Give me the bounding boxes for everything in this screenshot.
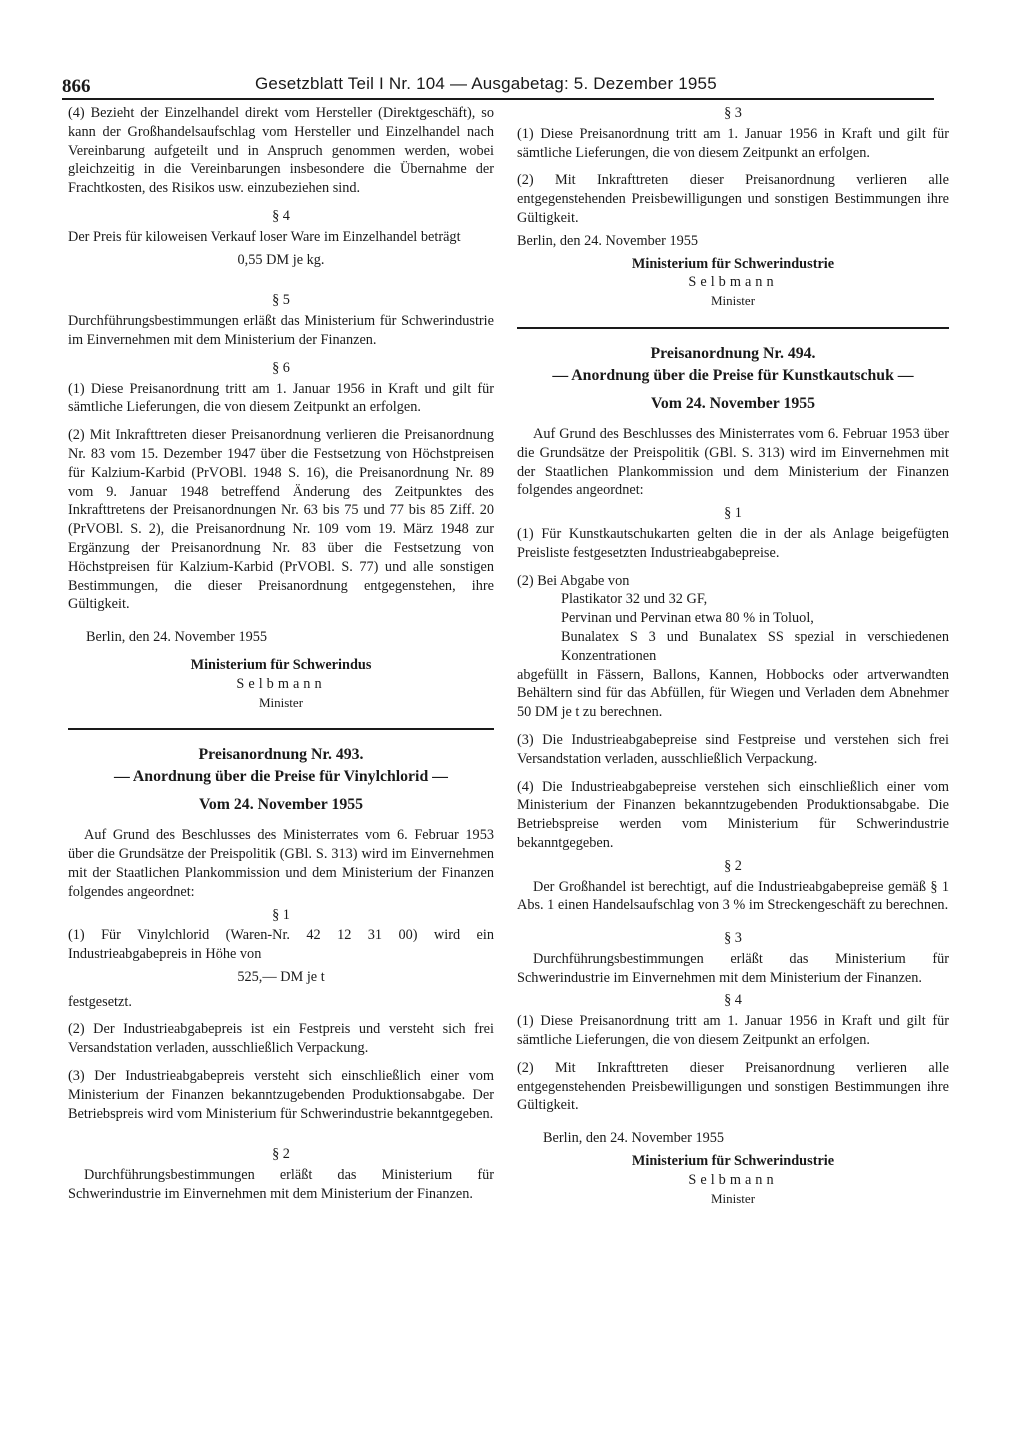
paragraph-4: (4) Bezieht der Einzelhandel direkt vom Hersteller (Direktgeschäft), so kann der Großhandelsaufschlag vom Hersteller und Einzelhandel nach Vereinbarung aufgeteilt und in Anspruch genommen werden, wobei gleichzeitig in die Vereinbarungen insbesondere die Übernahme der Frachtkosten, des Risikos usw. einzubeziehen sind.	[68, 105, 494, 197]
order-493-section-2-text: Durchführungsbestimmungen erläßt das Ministerium für Schwerindustrie im Einvernehmen mit dem Ministerium der Finanzen.	[68, 1167, 494, 1203]
order-493-section-1-paragraph-1: (1) Für Vinylchlorid (Waren-Nr. 42 12 31 00) wird ein Industrieabgabepreis in Höhe von	[68, 927, 494, 963]
section-6-paragraph-1: (1) Diese Preisanordnung tritt am 1. Januar 1956 in Kraft und gilt für sämtliche Lieferungen, die von diesem Zeitpunkt an erfolgen.	[68, 380, 494, 416]
order-494-section-heading-3: § 3	[724, 930, 742, 947]
order-493-section-1-paragraph-3: (3) Der Industrieabgabepreis versteht sich einschließlich einer vom Ministerium der Finanzen bekanntzugebenden Produktionsabgabe. Der Betriebspreis wird vom Ministerium für Schwerindustrie bekanntgegeben.	[68, 1068, 494, 1122]
section-4-text: Der Preis für kiloweisen Verkauf loser Ware im Einzelhandel beträgt	[68, 228, 461, 245]
place-date: Berlin, den 24. November 1955	[86, 629, 268, 646]
section-heading-4: § 4	[272, 207, 290, 224]
signer-name: Selbmann	[236, 675, 326, 692]
order-494-section-2-text: Der Großhandel ist berechtigt, auf die Industrieabgabepreise gemäß § 1 Abs. 1 einen Handelsaufschlag von 3 % im Streckengeschäft zu berechnen.	[517, 878, 949, 914]
order-494-section-heading-4: § 4	[724, 992, 742, 1009]
divider-rule-right	[517, 327, 949, 329]
section-heading-3: § 3	[724, 105, 742, 121]
signer-role-right: Minister	[710, 293, 756, 309]
order-494-intro: Auf Grund des Beschlusses des Ministerrates vom 6. Februar 1953 über die Grundsätze der Preispolitik (GBl. S. 313) wird im Einvernehmen mit der Staatlichen Plankommission und dem Ministerium der Finanzen folgendes angeordnet:	[517, 425, 949, 499]
header-title: Gesetzblatt Teil I Nr. 104 — Ausgabetag: 5. Dezember 1955	[255, 74, 717, 93]
ministry-name: Ministerium für Schwerindus	[190, 656, 372, 673]
order-494-delivery-lead: (2) Bei Abgabe von	[517, 572, 630, 589]
order-494-section-1-paragraph-3: (3) Die Industrieabgabepreise sind Festpreise und verstehen sich frei Versandstation verladen, ausschließlich Verpackung.	[517, 731, 949, 767]
product-list-item: Bunalatex S 3 und Bunalatex SS spezial in verschiedenen Konzentrationen	[561, 628, 949, 664]
signer-name-right-2: Selbmann	[688, 1171, 778, 1188]
page-number: 866	[62, 76, 91, 97]
divider-rule	[68, 728, 494, 730]
order-493-title: Preisanordnung Nr. 493.	[198, 746, 364, 764]
order-494-title: Preisanordnung Nr. 494.	[650, 344, 816, 362]
order-494-section-3-text: Durchführungsbestimmungen erläßt das Ministerium für Schwerindustrie im Einvernehmen mit dem Ministerium der Finanzen.	[517, 950, 949, 986]
order-493-section-1-paragraph-2: (2) Der Industrieabgabepreis ist ein Festpreis und versteht sich frei Versandstation verladen, ausschließlich Verpackung.	[68, 1021, 494, 1057]
section-3-paragraph-1: (1) Diese Preisanordnung tritt am 1. Januar 1956 in Kraft und gilt für sämtliche Lieferungen, die von diesem Zeitpunkt an erfolgen.	[517, 125, 949, 161]
signer-name-right: Selbmann	[688, 274, 778, 291]
right-column	[517, 104, 949, 1208]
order-494-section-1-paragraph-4: (4) Die Industrieabgabepreise verstehen sich einschließlich einer vom Ministerium der Finanzen bekanntzugebenden Produktionsabgabe. Die Betriebspreise werden vom Ministerium für Schwerindustrie bekanntgegeben.	[517, 778, 949, 851]
product-list	[561, 590, 949, 665]
order-494-section-heading-2: § 2	[724, 857, 742, 874]
ministry-name-right-2: Ministerium für Schwerindustrie	[631, 1153, 835, 1170]
product-list-item: Plastikator 32 und 32 GF,	[561, 591, 708, 608]
section-heading-5: § 5	[272, 292, 290, 309]
order-493-section-heading-2: § 2	[272, 1146, 290, 1163]
signer-role-right-2: Minister	[710, 1190, 756, 1206]
order-494-date: Vom 24. November 1955	[650, 394, 816, 412]
order-494-delivery-rest: abgefüllt in Fässern, Ballons, Kannen, Hobbocks oder artverwandten Behältern sind für das Abfüllen, für Wiegen und Verladen dem Abnehmer 50 DM je t zu berechnen.	[517, 666, 949, 721]
section-5-text: Durchführungsbestimmungen erläßt das Ministerium für Schwerindustrie im Einvernehmen mit dem Ministerium der Finanzen.	[68, 313, 494, 348]
page-header	[62, 74, 934, 100]
section-4-amount: 0,55 DM je kg.	[237, 251, 325, 268]
section-3-paragraph-2: (2) Mit Inkrafttreten dieser Preisanordnung verlieren alle entgegenstehenden Preisbewilligungen und sonstigen Bestimmungen ihre Gültigkeit.	[517, 172, 949, 226]
order-493-subtitle: — Anordnung über die Preise für Vinylchlorid —	[114, 768, 448, 786]
left-column	[68, 104, 494, 1213]
order-494-section-heading-1: § 1	[724, 505, 742, 522]
section-heading-6: § 6	[272, 359, 290, 376]
order-494-section-1-paragraph-2	[517, 572, 949, 722]
order-493-fixed: festgesetzt.	[68, 993, 132, 1010]
order-494-section-4-paragraph-1: (1) Diese Preisanordnung tritt am 1. Januar 1956 in Kraft und gilt für sämtliche Lieferungen, die von diesem Zeitpunkt an erfolgen.	[517, 1013, 949, 1049]
order-494-section-1-paragraph-1: (1) Für Kunstkautschukarten gelten die in der als Anlage beigefügten Preisliste festgesetzten Industrieabgabepreise.	[517, 525, 949, 561]
product-list-item: Pervinan und Pervinan etwa 80 % in Toluol,	[561, 610, 814, 627]
section-6-paragraph-2: (2) Mit Inkrafttreten dieser Preisanordnung verlieren die Preisanordnung Nr. 83 vom 15. Dezember 1947 über die Festsetzung von Höchstpreisen für Kalzium-Karbid (PrVOBl. 1948 S. 16), die Preisanordnung Nr. 89 vom 9. Januar 1948 betreffend Änderung des Zeitpunktes des Inkrafttretens der Preisanordnungen Nr. 63 bis 75 und 77 bis 85 Ziff. 20 (PrVOBl. S. 2), die Preisanordnung Nr. 109 vom 19. März 1948 zur Ergänzung der Preisanordnung Nr. 83 über die Festsetzung von Höchstpreisen für Kalzium-Karbid (PrVOBl. S. 77) und alle sonstigen Bestimmungen, die dieser Preisanordnung entgegenstehen, ihre Gültigkeit.	[68, 427, 494, 613]
order-493-price: 525,— DM je t	[237, 968, 325, 985]
order-493-intro: Auf Grund des Beschlusses des Ministerrates vom 6. Februar 1953 über die Grundsätze der Preispolitik (GBl. S. 313) wird im Einvernehmen mit der Staatlichen Plankommission und dem Ministerium der Finanzen folgendes angeordnet:	[68, 827, 494, 900]
order-493-date: Vom 24. November 1955	[198, 796, 364, 814]
order-494-subtitle: — Anordnung über die Preise für Kunstkautschuk —	[552, 366, 914, 384]
order-494-section-4-paragraph-2: (2) Mit Inkrafttreten dieser Preisanordnung verlieren alle entgegenstehenden Preisbewilligungen und sonstigen Bestimmungen ihre Gültigkeit.	[517, 1059, 949, 1114]
order-493-section-heading-1: § 1	[272, 906, 290, 923]
place-date-right: Berlin, den 24. November 1955	[517, 232, 699, 249]
signer-role: Minister	[258, 694, 304, 710]
place-date-right-2: Berlin, den 24. November 1955	[543, 1130, 725, 1147]
ministry-name-right: Ministerium für Schwerindustrie	[631, 255, 835, 272]
